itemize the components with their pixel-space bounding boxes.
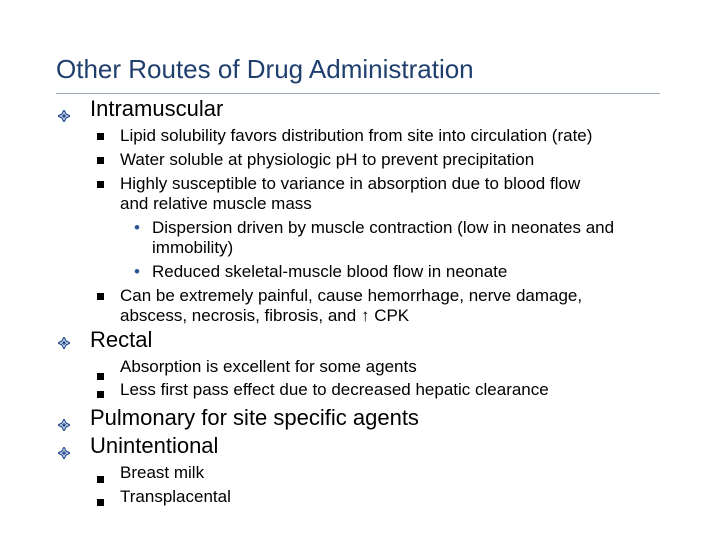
list-item: Less first pass effect due to decreased hepatic clearance (120, 380, 549, 399)
list-item-continuation: and relative muscle mass (120, 194, 312, 213)
square-bullet-icon (97, 293, 104, 300)
list-item: Absorption is excellent for some agents (120, 357, 417, 376)
list-item: Highly susceptible to variance in absorption due to blood flow (120, 174, 581, 193)
list-item: Transplacental (120, 487, 231, 506)
square-bullet-icon (97, 157, 104, 164)
dot-bullet-icon: • (134, 262, 140, 281)
list-item-text: CPK (374, 306, 410, 325)
list-item-text: abscess, necrosis, fibrosis, and (120, 306, 357, 325)
list-item: Breast milk (120, 463, 205, 482)
diamond-bullet-icon (58, 447, 70, 459)
section-heading: Rectal (90, 327, 153, 352)
dot-bullet-icon: • (134, 218, 140, 237)
square-bullet-icon (97, 133, 104, 140)
sub-list-item-continuation: immobility) (152, 238, 234, 257)
diamond-bullet-icon (58, 419, 70, 431)
title-divider (56, 93, 660, 94)
sub-list-item: Reduced skeletal-muscle blood flow in neonate (152, 262, 508, 281)
section-heading: Intramuscular (90, 96, 224, 121)
sub-list-item: Dispersion driven by muscle contraction (low in neonates and (152, 218, 615, 237)
square-bullet-icon (97, 476, 104, 483)
up-arrow-icon: ↑ (360, 306, 370, 325)
section-heading: Pulmonary for site specific agents (90, 405, 419, 430)
list-item: Water soluble at physiologic pH to prevent precipitation (120, 150, 535, 169)
square-bullet-icon (97, 373, 104, 380)
list-item: Can be extremely painful, cause hemorrhage, nerve damage, (120, 286, 583, 305)
square-bullet-icon (97, 181, 104, 188)
diamond-bullet-icon (58, 110, 70, 122)
square-bullet-icon (97, 391, 104, 398)
diamond-bullet-icon (58, 337, 70, 349)
square-bullet-icon (97, 499, 104, 506)
section-heading: Unintentional (90, 433, 219, 458)
list-item: Lipid solubility favors distribution from site into circulation (rate) (120, 126, 593, 145)
list-item-continuation (120, 306, 409, 326)
slide-title: Other Routes of Drug Administration (56, 54, 474, 84)
